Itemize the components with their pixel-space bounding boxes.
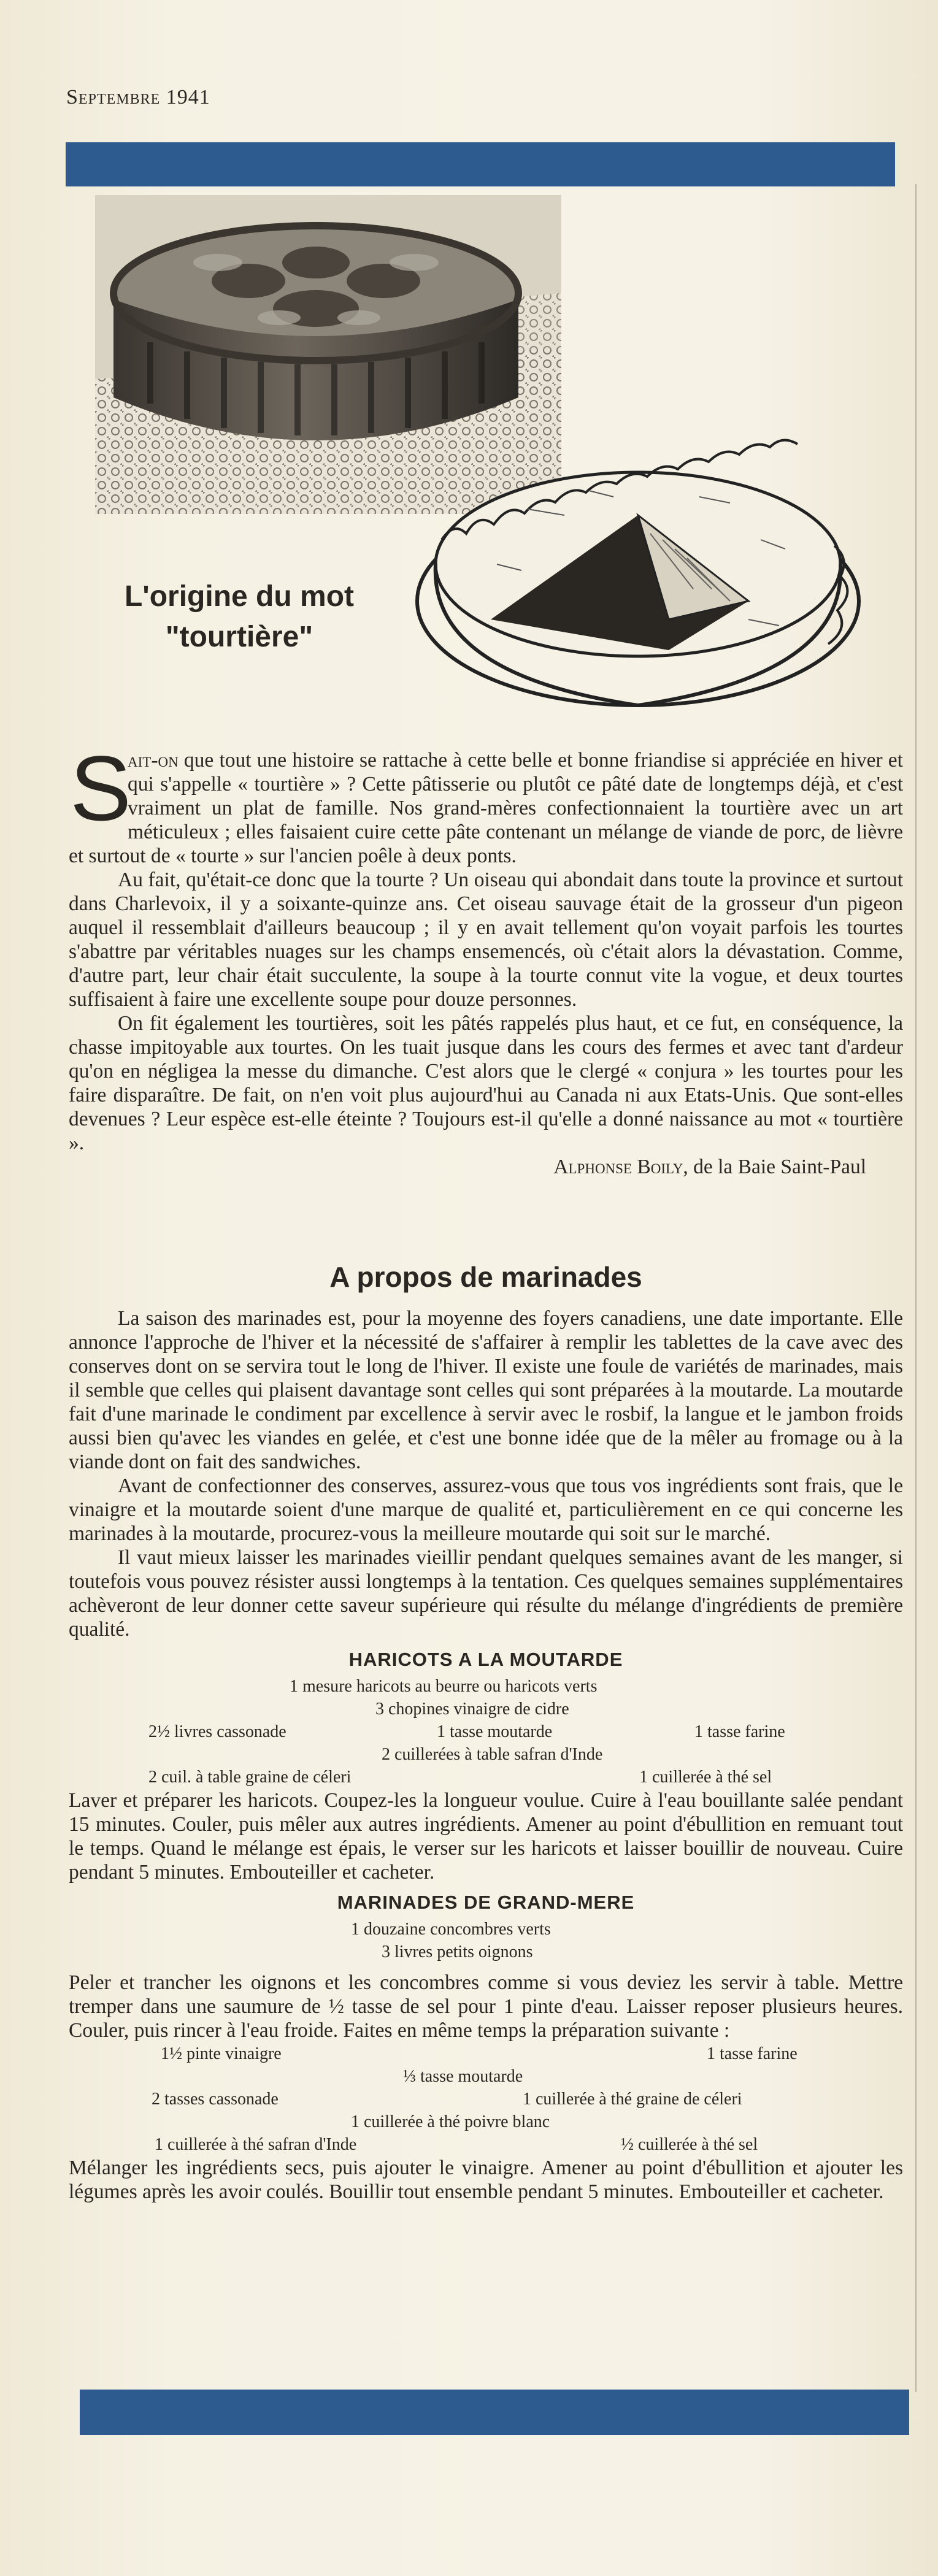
ingredient: ⅓ tasse moutarde (403, 2067, 523, 2086)
signature-name: Alphonse Boily, (553, 1156, 688, 1178)
paragraph-text: que tout une histoire se rattache à cette belle et bonne friandise si appréciée en hiver et qui s'appelle « tourtière » ? Cette pâtisserie ou plutôt ce pâté date de longtemps déjà, et c'est vraiment un plat de famille. Nos grand-mères confectionnaient la tourtière avec un art méticuleux ; elles faisaient cuire cette pâte contenant un mélange de viande de porc, de lièvre et surtout de « tourte » sur l'ancien poêle à deux ponts. (69, 749, 903, 867)
pie-sketch (405, 417, 871, 748)
ingredient: 1 douzaine concombres verts (351, 1920, 551, 1939)
ingredient-line (69, 1766, 903, 1788)
ingredient: 1 cuillerée à thé graine de céleri (523, 2090, 742, 2109)
ingredient: 2 cuillerées à table safran d'Inde (382, 1745, 603, 1764)
ingredient: 1 cuillerée à thé sel (639, 1768, 772, 1787)
article-paragraph: La saison des marinades est, pour la moyenne des foyers canadiens, une date importante. Elle annonce l'approche de l'hiver et la nécessité de s'affairer à remplir les tablettes de la cave avec des conserves dont on se servira tout le long de l'hiver. Il existe une foule de variétés de marinades, mais il semble que celles qui plaisent davantage sont celles qui sont préparées à la moutarde. La moutarde fait d'une marinade le condiment par excellence à servir avec le rosbif, la langue et le jambon froids aussi bien qu'avec les viandes en gelée, et c'est une bonne idée que de la mêler au fromage ou à la viande dont on fait des sandwiches. (69, 1307, 903, 1473)
ingredient: 2 tasses cassonade (152, 2090, 279, 2109)
ingredient: 1 cuillerée à thé poivre blanc (351, 2112, 550, 2131)
article-paragraph: On fit également les tourtières, soit les pâtés rappelés plus haut, et ce fut, en conséquence, la chasse impitoyable aux tourtes. On les tuait jusque dans les cours des fermes et avec tant d'ardeur qu'on en négligea la messe du dimanche. C'est alors que le clergé « conjura » les tourtes pour les faire disparaître. De fait, on n'en voit plus aujourd'hui au Canada ni aux Etats-Unis. Que sont-elles devenues ? Leur espèce est-elle éteinte ? Toujours est-il qu'elle a donné naissance au mot « tourtière ». (69, 1012, 903, 1154)
ingredient: 1 tasse farine (694, 1722, 785, 1741)
ingredient-line (69, 2133, 903, 2156)
ingredient-line (69, 1918, 903, 1941)
ingredient: 1 tasse farine (707, 2044, 798, 2063)
article-marinades-body (69, 1306, 903, 2204)
lead-in: ait-on (128, 749, 179, 772)
ingredient-line (69, 2088, 903, 2110)
ingredient-line (69, 2065, 903, 2088)
recipe-method: Laver et préparer les haricots. Coupez-les la longueur voulue. Cuire à l'eau bouillante salée pendant 15 minutes. Couler, puis mêler aux autres ingrédients. Amener au point d'ébullition en remuant tout le temps. Quand le mélange est épais, le verser sur les haricots et laisser bouillir de nouveau. Cuire pendant 5 minutes. Embouteiller et cacheter. (69, 1789, 903, 1884)
ingredient: 2½ livres cassonade (148, 1722, 286, 1741)
ingredient: 1 mesure haricots au beurre ou haricots verts (290, 1677, 598, 1696)
article-paragraph: Avant de confectionner des conserves, assurez-vous que tous vos ingrédients sont frais, que le vinaigre et la moutarde soient d'une marque de qualité et, particulièrement en ce qui concerne les marinades à la moutarde, procurez-vous la meilleure moutarde qui soit sur le marché. (69, 1474, 903, 1545)
ingredient-line (69, 2042, 903, 2065)
article-title-tourtiere (92, 577, 386, 657)
recipe-method: Peler et trancher les oignons et les concombres comme si vous deviez les servir à table. Mettre tremper dans une saumure de ½ tasse de sel pour 1 pinte d'eau. Laisser reposer plusieurs heures. Couler, puis rincer à l'eau froide. Faites en même temps la préparation suivante : (69, 1971, 903, 2042)
recipe-title: HARICOTS A LA MOUTARDE (348, 1649, 623, 1670)
page-date: Septembre 1941 (66, 86, 210, 109)
column-rule (915, 184, 917, 2392)
ingredient-line (69, 1743, 903, 1766)
bottom-blue-band (80, 2390, 909, 2435)
article-tourtiere-body (69, 737, 903, 1179)
signature (69, 1155, 903, 1179)
ingredient-line (69, 1941, 903, 1963)
ingredient: 3 chopines vinaigre de cidre (375, 1700, 569, 1719)
ingredient-line (69, 1698, 903, 1720)
article-paragraph: Au fait, qu'était-ce donc que la tourte ? Un oiseau qui abondait dans toute la province et surtout dans Charlevoix, il y a soixante-quinze ans. Cet oiseau sauvage était de la grosseur d'un pigeon auquel il ressemblait d'ailleurs beaucoup ; il y en avait tellement qu'on voyait parfois les tourtes s'abattre par véritables nuages sur les champs ensemencés, où c'était alors la dévastation. Comme, d'autre part, leur chair était succulente, la soupe à la tourte connut vite la vogue, et deux tourtes suffisaient à faire une excellente soupe pour douze personnes. (69, 868, 903, 1011)
article-title-line-2: "tourtière" (165, 621, 313, 653)
signature-place: de la Baie Saint-Paul (688, 1156, 866, 1178)
article-title-line-1: L'origine du mot (124, 580, 355, 613)
ingredient: 2 cuil. à table graine de céleri (148, 1768, 352, 1787)
top-blue-band (66, 142, 895, 186)
ingredient: 1 tasse moutarde (437, 1722, 553, 1741)
article-title-marinades: A propos de marinades (329, 1261, 642, 1293)
ingredient-line (69, 1675, 903, 1698)
ingredient: 1 cuillerée à thé safran d'Inde (155, 2135, 357, 2154)
recipe-method: Mélanger les ingrédients secs, puis ajouter le vinaigre. Amener au point d'ébullition et ajouter les légumes après les avoir coulés. Bouillir tout ensemble pendant 5 minutes. Embouteiller et cacheter. (69, 2156, 903, 2203)
ingredient-line (69, 2110, 903, 2133)
article-paragraph (69, 737, 903, 868)
recipe-title: MARINADES DE GRAND-MERE (337, 1892, 635, 1913)
ingredient: ½ cuillerée à thé sel (621, 2135, 758, 2154)
ingredient: 3 livres petits oignons (382, 1942, 533, 1961)
ingredient: 1½ pinte vinaigre (161, 2044, 282, 2063)
drop-cap: S (70, 737, 132, 840)
ingredient-line (69, 1720, 903, 1743)
article-paragraph: Il vaut mieux laisser les marinades vieillir pendant quelques semaines avant de les manger, si toutefois vous pouvez résister aussi longtemps à la tentation. Ces quelques semaines supplémentaires achèveront de leur donner cette saveur supérieure qui résulte du mélange d'ingrédients de première qualité. (69, 1546, 903, 1641)
